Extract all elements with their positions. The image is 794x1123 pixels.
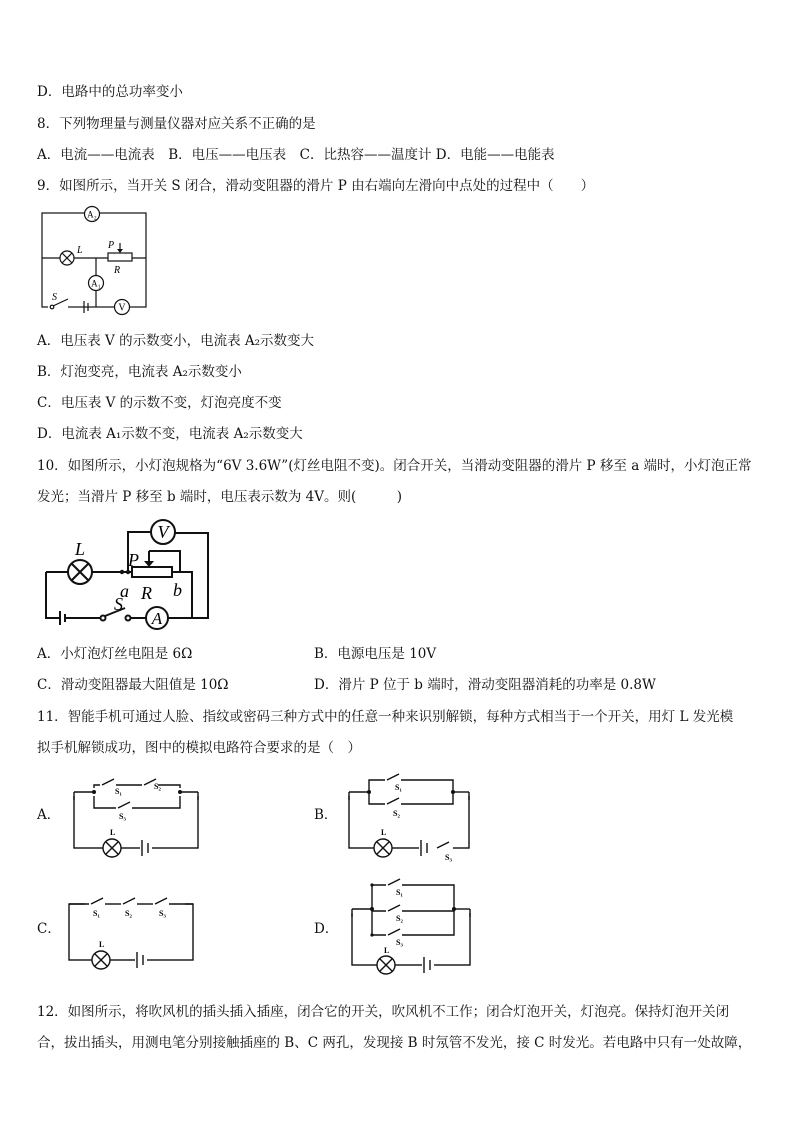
q11-option-d-label: D． — [314, 921, 339, 937]
switch-s2-label: S₂ — [396, 914, 403, 923]
rheostat-r-label: R — [114, 265, 121, 276]
switch-s1-label: S₁ — [93, 909, 100, 918]
q11-option-c-circuit — [65, 890, 200, 972]
q11-option-b-label: B． — [314, 807, 338, 823]
slider-p-label: P — [108, 240, 115, 251]
q9-circuit-diagram — [38, 205, 163, 315]
q9-stem: 9．如图所示，当开关 S 闭合，滑动变阻器的滑片 P 由右端向左滑向中点处的过程中（ ） — [37, 178, 595, 194]
lamp-l-label: L — [77, 245, 83, 256]
ammeter-a1-label: A₁ — [91, 278, 101, 289]
q10-stem-line1: 10．如图所示，小灯泡规格为“6V 3.6W”(灯丝电阻不变)。闭合开关，当滑动变阻器的滑片 P 移至 a 端时，小灯泡正常 — [37, 458, 752, 474]
end-a-label: a — [120, 581, 129, 601]
q12-stem-line1: 12．如图所示，将吹风机的插头插入插座，闭合它的开关，吹风机不工作；闭合灯泡开关，灯泡亮。保持灯泡开关闭 — [37, 1004, 730, 1020]
q11-option-a-circuit — [70, 770, 205, 862]
q10-option-c: C．滑动变阻器最大阻值是 10Ω — [37, 677, 229, 693]
q9-option-b: B．灯泡变亮，电流表 A₂示数变小 — [37, 364, 242, 380]
q8-stem: 8．下列物理量与测量仪器对应关系不正确的是 — [37, 116, 316, 132]
q10-option-d: D．滑片 P 位于 b 端时，滑动变阻器消耗的功率是 0.8W — [314, 677, 656, 693]
voltmeter-v-label: V — [118, 302, 126, 314]
q10-option-b: B．电源电压是 10V — [314, 646, 437, 662]
lamp-l-label: L — [99, 940, 105, 949]
q11-stem-line1: 11．智能手机可通过人脸、指纹或密码三种方式中的任意一种来识别解锁，每种方式相当于一个开关，用灯 L 发光模 — [37, 709, 734, 725]
q8-options: A．电流——电流表 B．电压——电压表 C．比热容——温度计 D．电能——电能表 — [37, 147, 555, 163]
lamp-l-label: L — [110, 828, 116, 837]
rheostat-r-label: R — [141, 583, 152, 603]
lamp-l-label: L — [381, 828, 387, 837]
switch-s-label: S — [114, 594, 123, 614]
q10-stem-line2: 发光；当滑片 P 移至 b 端时，电压表示数为 4V。则( ) — [37, 489, 403, 505]
switch-s1-label: S₁ — [396, 888, 403, 897]
switch-s2-label: S₂ — [125, 909, 132, 918]
q12-stem-line2: 合，拔出插头，用测电笔分别接触插座的 B、C 两孔，发现接 B 时氖管不发光，接 C 时发光。若电路中只有一处故障， — [37, 1035, 752, 1051]
q11-option-d-circuit — [346, 877, 476, 979]
q11-option-c-label: C． — [37, 921, 61, 937]
end-b-label: b — [173, 580, 182, 600]
switch-s-label: S — [52, 292, 57, 303]
switch-s1-label: S₁ — [395, 783, 402, 792]
ammeter-a-label: A — [151, 609, 163, 628]
q9-option-d: D．电流表 A₁示数不变，电流表 A₂示数变大 — [37, 426, 303, 442]
voltmeter-v-label: V — [157, 522, 169, 542]
q11-option-a-label: A． — [37, 807, 61, 823]
lamp-l-label: L — [384, 946, 390, 955]
lamp-l-label: L — [75, 539, 86, 559]
q10-option-a: A．小灯泡灯丝电阻是 6Ω — [37, 646, 193, 662]
q9-option-c: C．电压表 V 的示数不变，灯泡亮度不变 — [37, 395, 282, 411]
switch-s2-label: S₂ — [393, 809, 400, 818]
ammeter-a2-label: A₂ — [87, 209, 97, 220]
switch-s3-label: S₃ — [119, 812, 126, 821]
switch-s1-label: S₁ — [115, 787, 122, 796]
slider-p-label: P — [128, 550, 139, 570]
q11-option-b-circuit — [345, 766, 475, 866]
q7-option-d: D．电路中的总功率变小 — [37, 84, 183, 100]
switch-s3-label: S₃ — [445, 853, 452, 862]
switch-s2-label: S₂ — [154, 782, 161, 791]
q10-circuit-diagram — [40, 515, 215, 635]
switch-s3-label: S₃ — [396, 938, 403, 947]
q11-stem-line2: 拟手机解锁成功，图中的模拟电路符合要求的是（ ） — [37, 740, 361, 756]
q9-option-a: A．电压表 V 的示数变小，电流表 A₂示数变大 — [37, 333, 315, 349]
switch-s3-label: S₃ — [159, 909, 166, 918]
